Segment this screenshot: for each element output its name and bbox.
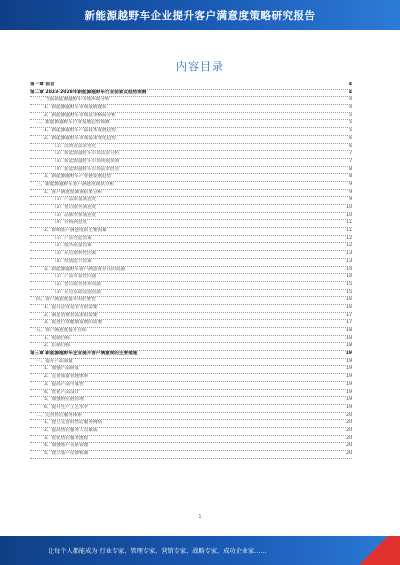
toc-entry-page: 19 [346,366,352,372]
report-title: 新能源越野车企业提升客户满意度策略研究报告 [84,10,316,22]
toc-entry-page: 19 [345,351,352,357]
toc-entry-page: 9 [349,197,352,203]
toc-entry-page: 10 [346,212,352,218]
toc-entry-page: 15 [346,281,352,287]
toc-entry-title: 1、客户满意度调查结果分析 [44,189,103,195]
toc-entry[interactable] [30,382,352,390]
toc-entry-title: 2、长期目标 [44,343,70,349]
toc-entry[interactable] [30,259,352,267]
toc-entry-title: 5、建立客户反馈机制 [44,451,89,456]
toc-entry-title: 1、加强产品研发 [44,366,80,372]
toc-entry-page: 12 [346,243,352,249]
toc-entry-page: 17 [346,320,352,326]
toc-entry-page: 11 [346,220,352,226]
toc-entry-title: 一、提升产品质量 [36,358,73,364]
toc-entry-title: 四、客户满意度提升的必要性 [36,297,96,303]
toc-entry[interactable] [30,236,352,244]
toc-entry[interactable] [30,282,352,290]
toc-entry-page: 19 [346,374,352,380]
toc-entry[interactable] [30,144,352,152]
toc-entry[interactable] [30,90,352,98]
toc-entry-title: （3）充电便利性因素 [52,251,97,257]
toc-entry[interactable] [30,82,352,90]
toc-heading: 内容目录 [176,60,224,73]
toc-entry[interactable] [30,374,352,382]
toc-entry-title: （2）新能源越野车市场需求分析 [52,151,120,157]
toc-entry[interactable] [30,436,352,444]
toc-entry-page: 10 [346,205,352,210]
toc-entry-title: 3、新能源越野车客户满意度存在的问题 [44,266,126,272]
toc-entry[interactable] [30,167,352,175]
toc-entry-title: 2、新能源越野车市场竞争格局分析 [44,112,116,118]
toc-entry[interactable] [30,228,352,236]
toc-entry-title: 二、完善售后服务体系 [36,412,82,418]
toc-entry[interactable] [30,97,352,105]
toc-entry-page: 19 [346,381,352,387]
toc-entry[interactable] [30,205,352,213]
toc-entry-title: 2、提高售后服务人员素质 [44,427,98,433]
toc-entry-page: 7 [349,151,352,157]
toc-entry-page: 19 [346,397,352,403]
toc-entry-page: 4 [349,97,352,103]
toc-entry-title: 五、客户满意度提升目标 [36,328,87,333]
page-number: 1 [198,514,202,520]
toc-entry-title: 1、建立完善的售后服务网络 [44,420,103,426]
toc-entry-title: 2、满足消费者需求的需要 [44,312,98,318]
toc-entry[interactable] [30,190,352,198]
toc-entry[interactable] [30,351,352,359]
toc-entry-page: 12 [346,235,352,241]
toc-entry-title: 一、当前新能源越野车市场环境分析 [36,97,110,103]
toc-entry[interactable] [30,343,352,351]
toc-entry[interactable] [30,182,352,190]
toc-entry-title: 6、提升生产工艺水平 [44,404,89,410]
toc-entry-page: 7 [349,158,352,164]
toc-entry-title: （3）充电基础设施问题 [52,289,101,295]
toc-entry-page: 4 [348,82,352,87]
toc-entry[interactable] [30,151,352,159]
toc-entry-page: 18 [346,335,352,341]
toc-entry-title: （4）价格满意度 [52,220,88,226]
toc-entry-page: 16 [346,297,352,303]
toc-entry-title: 5、加强供应链管理 [44,397,84,403]
toc-entry-title: 第二章 2023-2028年新能源越野车行业前景及趋势预测 [30,89,147,95]
toc-entry[interactable] [30,420,352,428]
footer-banner [0,536,400,565]
toc-entry[interactable] [30,128,352,136]
toc-entry[interactable] [30,197,352,205]
toc-entry-page: 4 [348,89,352,95]
toc-entry-title: （2）售后服务体系问题 [52,281,101,287]
toc-entry-title: 2、影响客户满意度的主要因素 [44,228,107,234]
toc-entry[interactable] [30,405,352,413]
toc-entry[interactable] [30,174,352,182]
toc-entry[interactable] [30,213,352,221]
toc-entry-page: 4 [349,105,352,111]
toc-entry-page: 20 [346,435,352,441]
toc-entry-title: 3、新能源越野车产业链发展趋势 [44,174,112,180]
toc-entry[interactable] [30,105,352,113]
toc-entry-page: 11 [346,228,352,234]
toc-entry[interactable] [30,274,352,282]
toc-entry-title: 1、短期目标 [44,335,70,341]
toc-entry-page: 15 [346,289,352,295]
toc-entry-page: 20 [346,427,352,433]
toc-entry-title: 1、新能源越野车市场发展现状 [44,105,107,111]
toc-entry-page: 5 [349,128,352,134]
toc-entry-page: 9 [349,181,352,187]
toc-entry-title: 1、新能源越野车产品技术发展趋势 [44,128,116,134]
toc-entry-page: 20 [346,420,352,426]
toc-entry-page: 18 [346,343,352,349]
toc-entry-title: （2）服务质量因素 [52,243,92,249]
toc-entry-page: 5 [349,120,352,126]
toc-entry-title: 3、促进行业健康发展的需要 [44,320,103,326]
toc-entry[interactable] [30,413,352,421]
toc-entry-title: 3、提高产品可靠性 [44,381,84,387]
toc-entry[interactable] [30,366,352,374]
toc-entry-title: 1、提升企业竞争力的需要 [44,304,98,310]
toc-entry[interactable] [30,267,352,275]
toc-entry[interactable] [30,297,352,305]
toc-entry[interactable] [30,428,352,436]
toc-entry-page: 5 [349,112,352,118]
toc-entry[interactable] [30,305,352,313]
toc-entry[interactable] [30,136,352,144]
toc-entry[interactable] [30,243,352,251]
toc-entry-title: 2、完善质量管理体系 [44,374,89,380]
toc-entry-page: 19 [346,358,352,364]
toc-entry-title: 4、加强客户关系管理 [44,443,89,449]
toc-entry-title: 三、新能源越野车客户满意度现状分析 [36,181,115,187]
toc-entry[interactable] [30,159,352,167]
toc-entry-title: （2）售后服务满意度 [52,205,97,210]
toc-entry[interactable] [30,328,352,336]
table-of-contents [30,82,352,459]
toc-entry-page: 19 [346,404,352,410]
toc-entry[interactable] [30,120,352,128]
toc-entry-page: 9 [349,189,352,195]
toc-entry-title: 3、优化售后服务流程 [44,435,89,441]
footer-slogan: 让每个人都能成为 行业专家、管理专家、营销专家、战略专家、成功企业家…… [48,548,267,555]
toc-entry[interactable] [30,320,352,328]
toc-entry-page: 14 [346,274,352,280]
toc-entry[interactable] [30,397,352,405]
toc-entry[interactable] [30,451,352,459]
toc-entry-title: 第三章 新能源越野车企业提升客户满意度的主要措施 [30,351,138,357]
toc-entry[interactable] [30,220,352,228]
toc-entry-title: 二、新能源越野车行业发展趋势预测 [36,120,110,126]
toc-entry-page: 6 [349,143,352,149]
toc-entry[interactable] [30,336,352,344]
toc-entry[interactable] [30,443,352,451]
toc-entry-page: 20 [346,412,352,418]
toc-entry-title: 4、优化产品设计 [44,389,80,395]
toc-entry-title: （4）新能源越野车市场前景展望 [52,166,120,172]
toc-entry-title: （1）产品质量满意度 [52,197,97,203]
toc-entry-page: 18 [346,328,352,333]
toc-entry-title: （1）消费者需求变化 [52,143,97,149]
toc-entry-title: 第一章 前言 [30,82,55,87]
toc-entry-title: （4）续航能力因素 [52,258,92,264]
toc-entry-page: 17 [346,312,352,318]
toc-entry-page: 19 [346,389,352,395]
toc-entry[interactable] [30,390,352,398]
toc-entry-page: 20 [346,443,352,449]
toc-entry[interactable] [30,251,352,259]
toc-entry-page: 13 [346,258,352,264]
toc-entry-title: （3）新能源越野车市场规模预测 [52,158,120,164]
toc-entry-page: 16 [346,304,352,310]
toc-entry-title: （1）产品可靠性问题 [52,274,97,280]
toc-entry-page: 20 [346,451,352,456]
toc-entry[interactable] [30,290,352,298]
toc-entry-page: 6 [349,135,352,141]
toc-entry-page: 14 [346,266,352,272]
toc-entry-title: 2、新能源越野车市场需求变化趋势 [44,135,116,141]
footer-red-accent [360,536,400,565]
toc-entry-title: （3）品牌形象满意度 [52,212,97,218]
toc-entry-page: 8 [349,174,352,180]
toc-entry[interactable] [30,359,352,367]
toc-entry[interactable] [30,313,352,321]
toc-entry-page: 13 [346,251,352,257]
toc-entry[interactable] [30,113,352,121]
report-header-banner [0,0,400,30]
toc-entry-title: （1）产品性能因素 [52,235,92,241]
toc-entry-page: 8 [349,166,352,172]
